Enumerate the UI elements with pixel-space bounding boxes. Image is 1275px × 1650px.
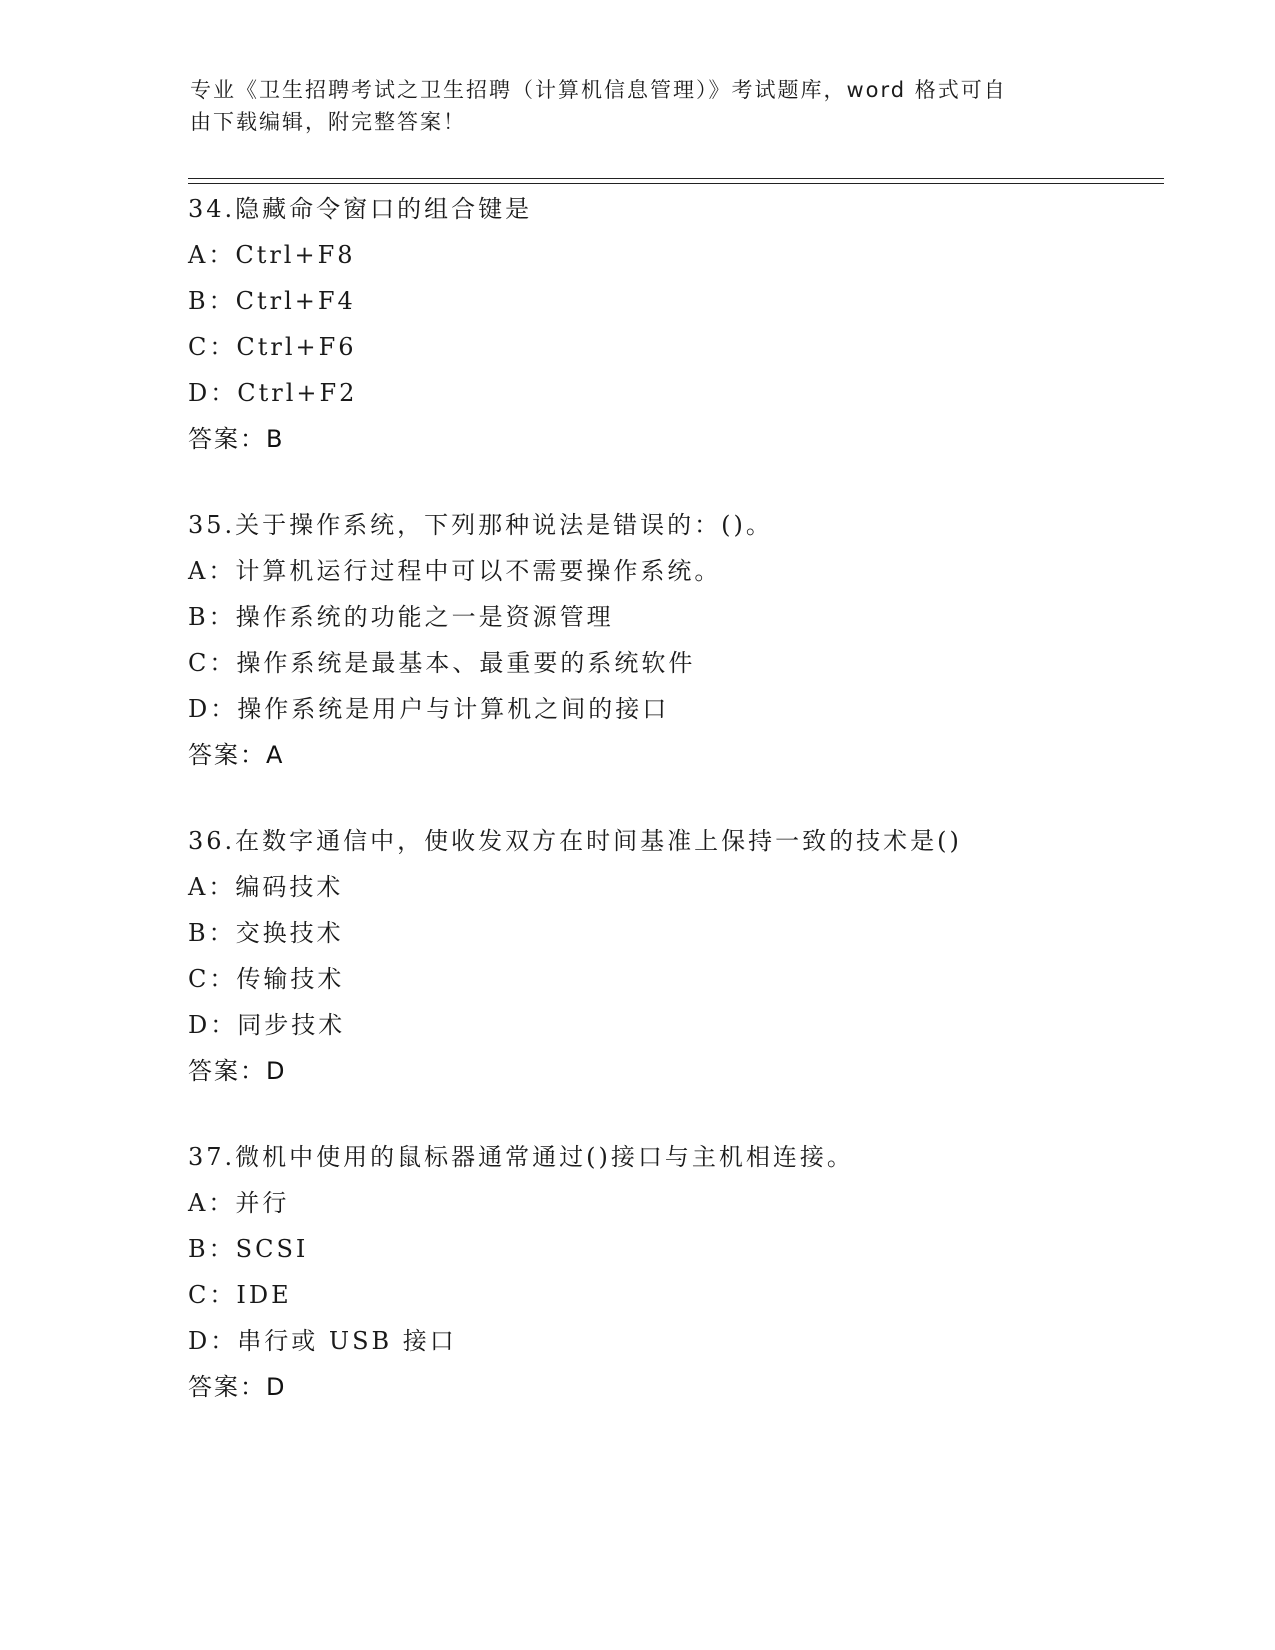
option-d: D：串行或 USB 接口 (188, 1327, 457, 1355)
option-a: A：Ctrl+F8 (188, 241, 356, 269)
option-d: D：Ctrl+F2 (188, 379, 358, 407)
answer: 答案：A (188, 741, 285, 769)
option-c: C：操作系统是最基本、最重要的系统软件 (188, 649, 696, 677)
header-divider-bottom (188, 183, 1164, 184)
option-b: B：操作系统的功能之一是资源管理 (188, 603, 614, 631)
option-b: B：Ctrl+F4 (188, 287, 356, 315)
question-37 (188, 1134, 1188, 1410)
question-stem: 35.关于操作系统，下列那种说法是错误的：()。 (188, 511, 773, 539)
question-stem: 37.微机中使用的鼠标器通常通过()接口与主机相连接。 (188, 1143, 854, 1171)
option-c: C：Ctrl+F6 (188, 333, 357, 361)
question-36 (188, 818, 1188, 1094)
option-a: A：编码技术 (188, 873, 344, 901)
question-stem: 36.在数字通信中，使收发双方在时间基准上保持一致的技术是() (188, 827, 962, 855)
answer: 答案：D (188, 1373, 287, 1401)
option-c: C：IDE (188, 1281, 292, 1309)
option-b: B：交换技术 (188, 919, 344, 947)
header-line-2: 由下载编辑，附完整答案！ (190, 110, 466, 134)
answer: 答案：B (188, 425, 285, 453)
option-c: C：传输技术 (188, 965, 345, 993)
header-line-1: 专业《卫生招聘考试之卫生招聘（计算机信息管理）》考试题库，word 格式可自 (190, 78, 1007, 102)
question-34 (188, 186, 1188, 462)
option-a: A：并行 (188, 1189, 290, 1217)
question-stem: 34.隐藏命令窗口的组合键是 (188, 195, 533, 223)
question-35 (188, 502, 1188, 778)
option-d: D：同步技术 (188, 1011, 346, 1039)
answer: 答案：D (188, 1057, 287, 1085)
header-divider-top (188, 178, 1164, 179)
option-b: B：SCSI (188, 1235, 309, 1263)
option-a: A：计算机运行过程中可以不需要操作系统。 (188, 557, 722, 585)
document-header (190, 74, 1090, 138)
option-d: D：操作系统是用户与计算机之间的接口 (188, 695, 670, 723)
